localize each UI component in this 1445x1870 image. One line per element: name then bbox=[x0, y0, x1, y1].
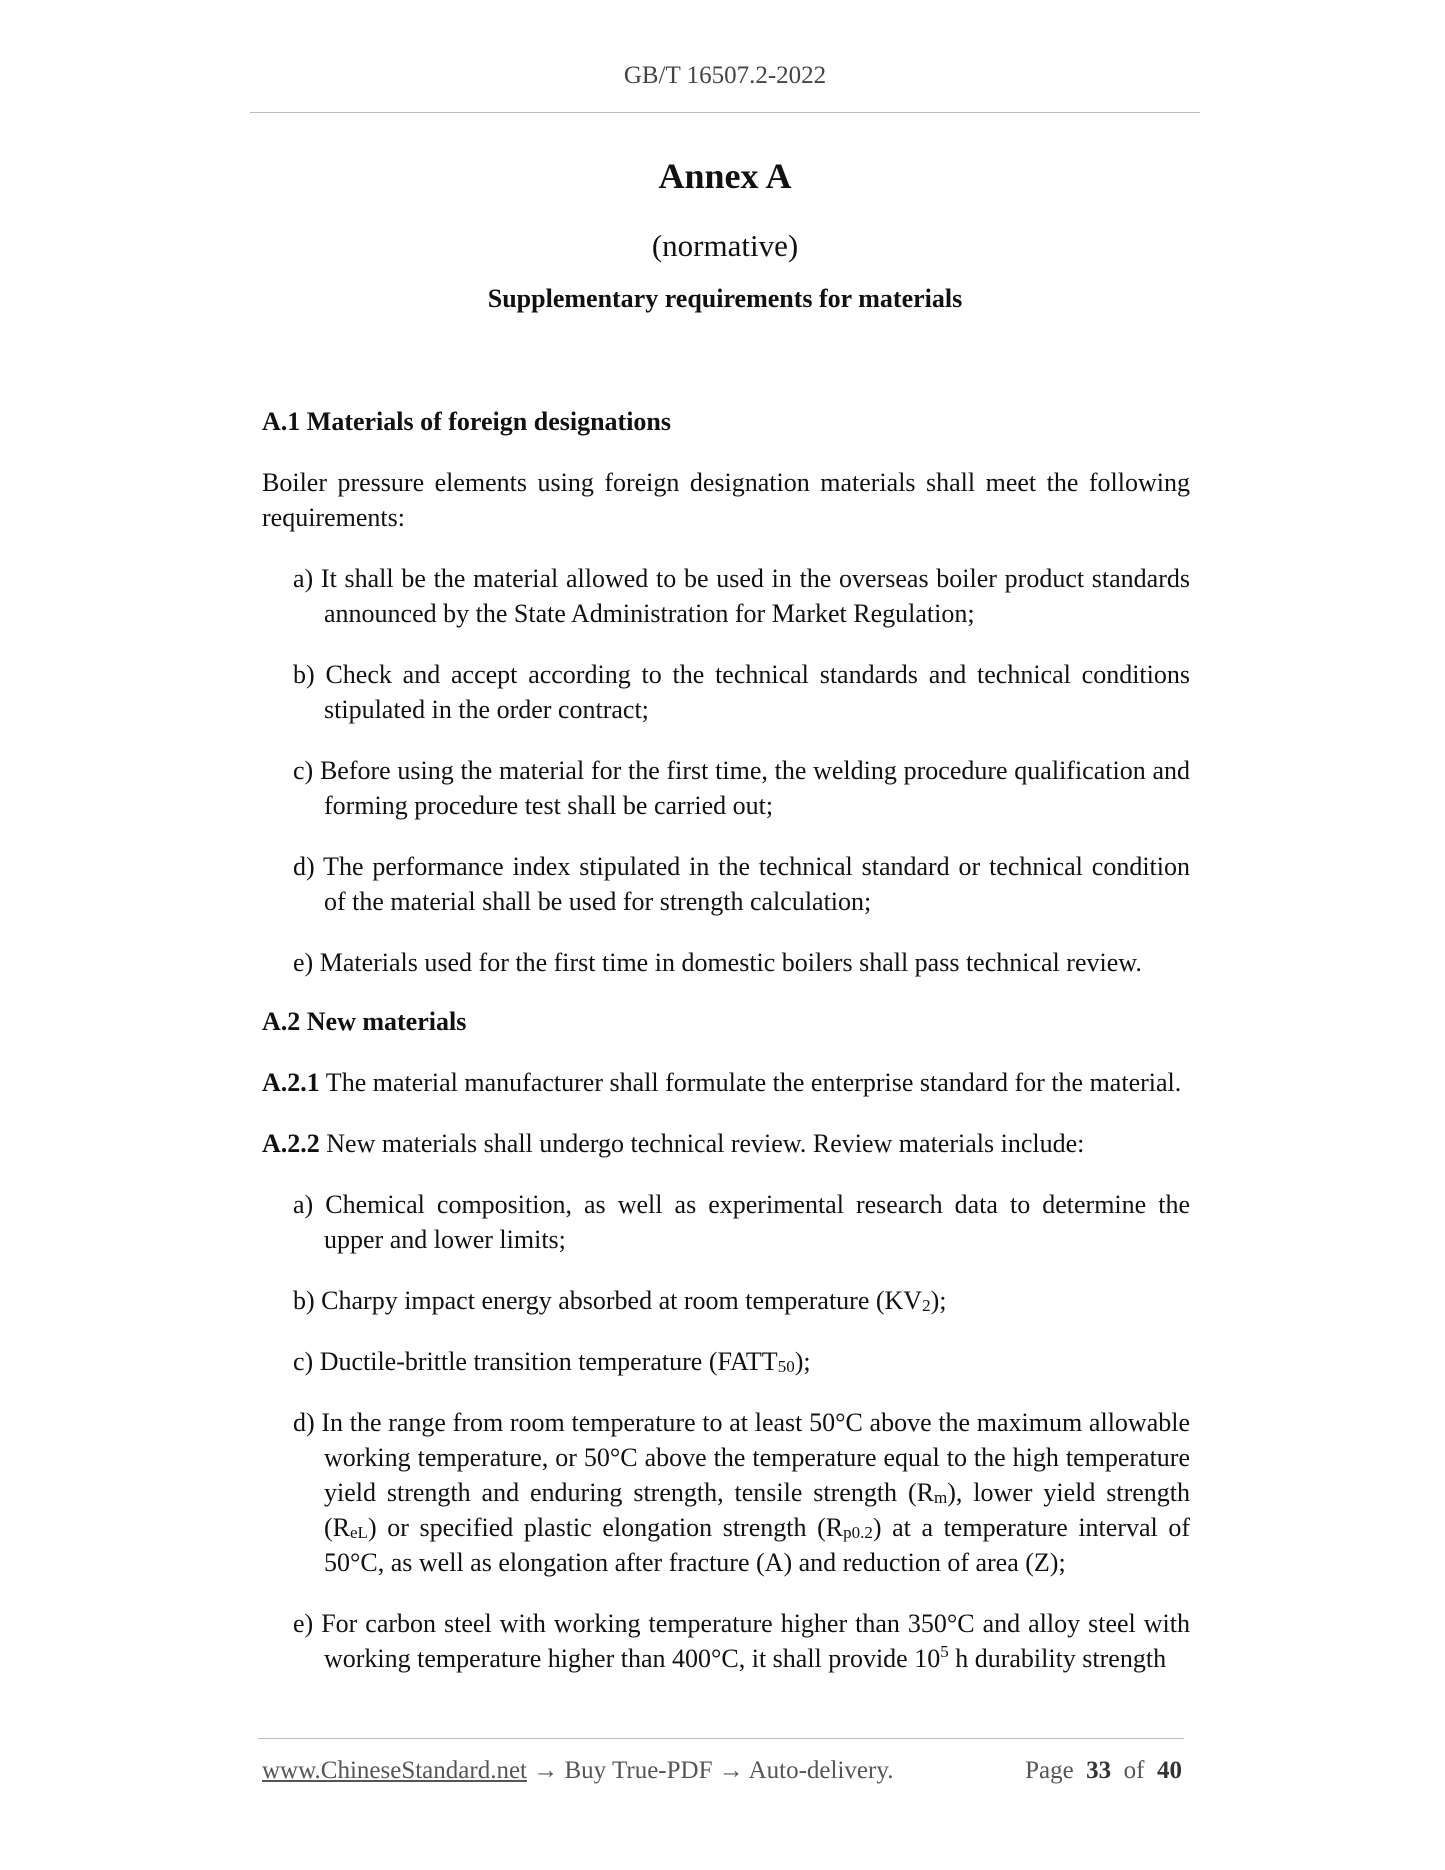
subscript: 2 bbox=[922, 1296, 931, 1315]
subscript: p0.2 bbox=[843, 1523, 873, 1542]
page-number bbox=[1025, 1757, 1182, 1785]
item-text: ); bbox=[930, 1286, 947, 1315]
item-text: ), lower yield strength (R bbox=[324, 1478, 1191, 1542]
page-of-label: of bbox=[1123, 1757, 1145, 1784]
clause-a22 bbox=[262, 1126, 1190, 1161]
current-page: 33 bbox=[1086, 1757, 1112, 1784]
section-a2-heading: A.2 New materials bbox=[262, 1007, 467, 1036]
list-item: d) The performance index stipulated in the technical standard or technical condition of the material shall be used for strength calculation; bbox=[293, 852, 1190, 916]
document-body bbox=[262, 404, 1190, 1702]
clause-text: New materials shall undergo technical review. Review materials include: bbox=[319, 1129, 1085, 1158]
annex-subtitle: Supplementary requirements for materials bbox=[487, 284, 963, 313]
list-item bbox=[262, 1344, 1190, 1379]
subscript: m bbox=[933, 1488, 948, 1507]
list-item: b) Check and accept according to the technical standards and technical conditions stipulated in the order contract; bbox=[293, 660, 1190, 724]
standard-code-header: GB/T 16507.2-2022 bbox=[623, 62, 827, 89]
section-a1-heading: A.1 Materials of foreign designations bbox=[262, 407, 671, 436]
clause-number: A.2.2 bbox=[262, 1129, 320, 1158]
item-text: ) at a temperature interval of 50°C, as well as elongation after fracture (A) and reduction of area (Z); bbox=[324, 1513, 1190, 1577]
list-item: a) Chemical composition, as well as experimental research data to determine the upper and lower limits; bbox=[293, 1190, 1190, 1254]
item-text: d) In the range from room temperature to at least 50°C above the maximum allowable working temperature, or 50°C above the temperature equal to the high temperature yield strength and enduring strength, tensile strength (R bbox=[293, 1408, 1190, 1507]
item-text: ) or specified plastic elongation strength (R bbox=[367, 1513, 844, 1542]
superscript: 5 bbox=[940, 1642, 949, 1661]
item-text: ); bbox=[794, 1347, 811, 1376]
footer-divider bbox=[258, 1738, 1184, 1739]
website-link[interactable]: www.ChineseStandard.net bbox=[262, 1757, 527, 1784]
annex-type: (normative) bbox=[651, 228, 799, 263]
item-text: c) Ductile-brittle transition temperature (FATT bbox=[293, 1347, 778, 1376]
page-footer bbox=[262, 1757, 1182, 1785]
list-item: c) Before using the material for the first time, the welding procedure qualification and forming procedure test shall be carried out; bbox=[293, 756, 1190, 820]
header-divider bbox=[250, 112, 1200, 113]
list-item: e) Materials used for the first time in domestic boilers shall pass technical review. bbox=[293, 948, 1142, 977]
list-item: a) It shall be the material allowed to be used in the overseas boiler product standards announced by the State Administration for Market Regulation; bbox=[293, 564, 1190, 628]
subscript: eL bbox=[350, 1523, 368, 1542]
list-item bbox=[262, 1606, 1190, 1676]
subscript: 50 bbox=[777, 1357, 795, 1376]
clause-a21 bbox=[262, 1065, 1190, 1100]
annex-title: Annex A bbox=[658, 156, 792, 196]
item-text: b) Charpy impact energy absorbed at room temperature (KV bbox=[293, 1286, 923, 1315]
list-item bbox=[262, 1283, 1190, 1318]
footer-tagline: → Buy True-PDF → Auto-delivery. bbox=[527, 1757, 894, 1784]
item-text: e) For carbon steel with working temperature higher than 350°C and alloy steel with working temperature higher than 400°C, it shall provide 10 bbox=[293, 1609, 1190, 1673]
total-pages: 40 bbox=[1157, 1757, 1182, 1784]
clause-text: The material manufacturer shall formulate the enterprise standard for the material. bbox=[319, 1068, 1182, 1097]
page-label: Page bbox=[1025, 1757, 1074, 1784]
item-text: h durability strength bbox=[948, 1644, 1167, 1673]
clause-number: A.2.1 bbox=[262, 1068, 320, 1097]
list-item bbox=[262, 1405, 1190, 1580]
section-a1-intro: Boiler pressure elements using foreign designation materials shall meet the following requirements: bbox=[262, 468, 1190, 532]
